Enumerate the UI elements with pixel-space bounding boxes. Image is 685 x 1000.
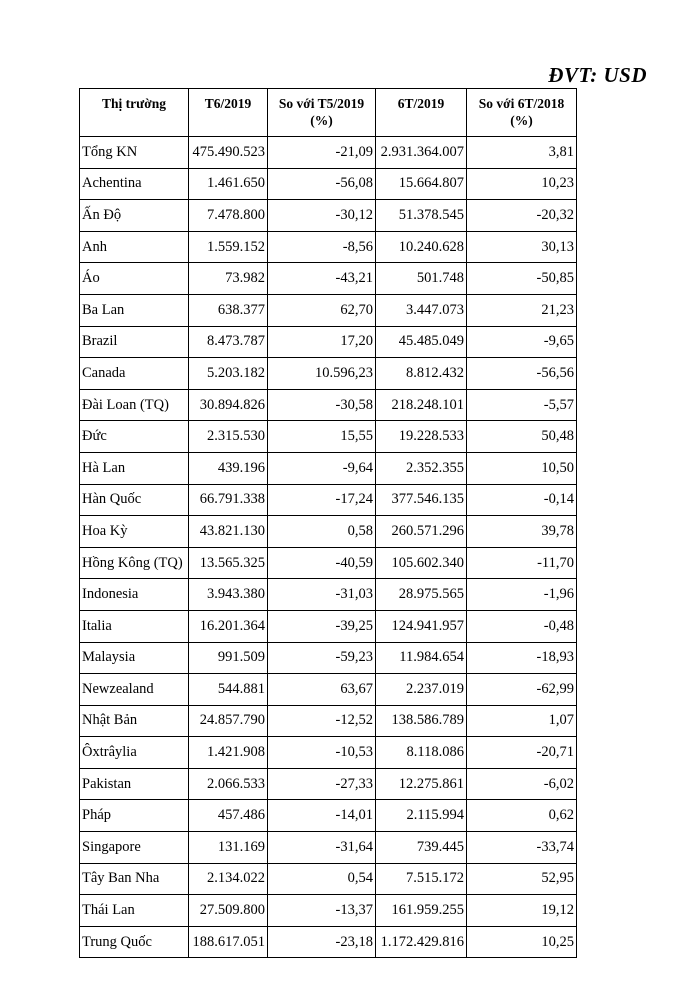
cell-month: 3.943.380 — [189, 579, 268, 611]
cell-six-months: 12.275.861 — [376, 768, 467, 800]
header-vs-prev-month: So với T5/2019 (%) — [268, 89, 376, 137]
table-header — [80, 89, 577, 137]
cell-vs-prev-month: -59,23 — [268, 642, 376, 674]
cell-month: 475.490.523 — [189, 137, 268, 169]
cell-vs-prev-month: -56,08 — [268, 168, 376, 200]
cell-month: 1.421.908 — [189, 737, 268, 769]
cell-six-months: 1.172.429.816 — [376, 926, 467, 958]
cell-vs-prev-year: -20,71 — [467, 737, 577, 769]
cell-month: 27.509.800 — [189, 895, 268, 927]
cell-market: Hồng Kông (TQ) — [80, 547, 189, 579]
cell-vs-prev-month: -43,21 — [268, 263, 376, 295]
table-row — [80, 926, 577, 958]
cell-vs-prev-month: -30,12 — [268, 200, 376, 232]
cell-six-months: 161.959.255 — [376, 895, 467, 927]
cell-market: Trung Quốc — [80, 926, 189, 958]
cell-market: Brazil — [80, 326, 189, 358]
cell-vs-prev-year: -18,93 — [467, 642, 577, 674]
cell-market: Malaysia — [80, 642, 189, 674]
table-row — [80, 674, 577, 706]
cell-market: Đức — [80, 421, 189, 453]
header-market: Thị trường — [80, 89, 189, 137]
cell-vs-prev-year: 1,07 — [467, 705, 577, 737]
cell-market: Pháp — [80, 800, 189, 832]
table-row — [80, 452, 577, 484]
cell-six-months: 739.445 — [376, 832, 467, 864]
cell-six-months: 15.664.807 — [376, 168, 467, 200]
cell-month: 30.894.826 — [189, 389, 268, 421]
cell-vs-prev-month: -14,01 — [268, 800, 376, 832]
cell-market: Tây Ban Nha — [80, 863, 189, 895]
table-row — [80, 358, 577, 390]
cell-six-months: 11.984.654 — [376, 642, 467, 674]
cell-vs-prev-month: 63,67 — [268, 674, 376, 706]
cell-vs-prev-year: -62,99 — [467, 674, 577, 706]
cell-market: Hàn Quốc — [80, 484, 189, 516]
cell-six-months: 105.602.340 — [376, 547, 467, 579]
cell-market: Đài Loan (TQ) — [80, 389, 189, 421]
cell-market: Achentina — [80, 168, 189, 200]
cell-six-months: 8.812.432 — [376, 358, 467, 390]
cell-vs-prev-year: 39,78 — [467, 516, 577, 548]
cell-vs-prev-year: -50,85 — [467, 263, 577, 295]
table-row — [80, 768, 577, 800]
cell-market: Newzealand — [80, 674, 189, 706]
cell-market: Nhật Bản — [80, 705, 189, 737]
cell-market: Singapore — [80, 832, 189, 864]
cell-vs-prev-year: 19,12 — [467, 895, 577, 927]
cell-month: 24.857.790 — [189, 705, 268, 737]
cell-vs-prev-month: 0,54 — [268, 863, 376, 895]
table-row — [80, 800, 577, 832]
cell-vs-prev-month: -13,37 — [268, 895, 376, 927]
table-row — [80, 547, 577, 579]
cell-six-months: 51.378.545 — [376, 200, 467, 232]
cell-vs-prev-month: 0,58 — [268, 516, 376, 548]
cell-market: Anh — [80, 231, 189, 263]
cell-month: 8.473.787 — [189, 326, 268, 358]
cell-month: 66.791.338 — [189, 484, 268, 516]
cell-market: Tổng KN — [80, 137, 189, 169]
cell-market: Thái Lan — [80, 895, 189, 927]
cell-month: 1.559.152 — [189, 231, 268, 263]
cell-six-months: 260.571.296 — [376, 516, 467, 548]
cell-month: 13.565.325 — [189, 547, 268, 579]
cell-six-months: 2.237.019 — [376, 674, 467, 706]
cell-market: Hà Lan — [80, 452, 189, 484]
table-row — [80, 231, 577, 263]
cell-vs-prev-year: 50,48 — [467, 421, 577, 453]
cell-vs-prev-month: 15,55 — [268, 421, 376, 453]
cell-vs-prev-year: 10,23 — [467, 168, 577, 200]
cell-six-months: 19.228.533 — [376, 421, 467, 453]
table-row — [80, 263, 577, 295]
cell-vs-prev-year: -11,70 — [467, 547, 577, 579]
cell-market: Hoa Kỳ — [80, 516, 189, 548]
cell-market: Indonesia — [80, 579, 189, 611]
table-row — [80, 832, 577, 864]
cell-vs-prev-month: -12,52 — [268, 705, 376, 737]
cell-vs-prev-year: 3,81 — [467, 137, 577, 169]
cell-vs-prev-year: 10,50 — [467, 452, 577, 484]
cell-six-months: 2.352.355 — [376, 452, 467, 484]
cell-vs-prev-year: -6,02 — [467, 768, 577, 800]
cell-vs-prev-month: -23,18 — [268, 926, 376, 958]
cell-six-months: 501.748 — [376, 263, 467, 295]
cell-vs-prev-year: 30,13 — [467, 231, 577, 263]
cell-vs-prev-year: 0,62 — [467, 800, 577, 832]
cell-vs-prev-year: 10,25 — [467, 926, 577, 958]
cell-vs-prev-year: -56,56 — [467, 358, 577, 390]
cell-six-months: 138.586.789 — [376, 705, 467, 737]
cell-month: 2.134.022 — [189, 863, 268, 895]
cell-six-months: 3.447.073 — [376, 294, 467, 326]
cell-vs-prev-year: -33,74 — [467, 832, 577, 864]
cell-vs-prev-month: -31,64 — [268, 832, 376, 864]
table-row — [80, 294, 577, 326]
cell-vs-prev-month: -17,24 — [268, 484, 376, 516]
cell-vs-prev-year: -0,48 — [467, 610, 577, 642]
cell-month: 544.881 — [189, 674, 268, 706]
cell-vs-prev-year: -0,14 — [467, 484, 577, 516]
cell-vs-prev-month: -9,64 — [268, 452, 376, 484]
cell-market: Ấn Độ — [80, 200, 189, 232]
cell-vs-prev-year: -9,65 — [467, 326, 577, 358]
cell-month: 991.509 — [189, 642, 268, 674]
cell-month: 638.377 — [189, 294, 268, 326]
header-vs-prev-year: So với 6T/2018 (%) — [467, 89, 577, 137]
cell-vs-prev-month: -10,53 — [268, 737, 376, 769]
table-row — [80, 484, 577, 516]
header-row — [80, 89, 577, 137]
table-row — [80, 737, 577, 769]
table-row — [80, 863, 577, 895]
cell-market: Pakistan — [80, 768, 189, 800]
cell-month: 5.203.182 — [189, 358, 268, 390]
cell-market: Ôxtrâylia — [80, 737, 189, 769]
cell-six-months: 7.515.172 — [376, 863, 467, 895]
cell-vs-prev-month: -27,33 — [268, 768, 376, 800]
cell-month: 2.315.530 — [189, 421, 268, 453]
cell-six-months: 124.941.957 — [376, 610, 467, 642]
cell-month: 188.617.051 — [189, 926, 268, 958]
market-table — [79, 88, 577, 958]
cell-vs-prev-month: -39,25 — [268, 610, 376, 642]
cell-vs-prev-month: -31,03 — [268, 579, 376, 611]
header-month: T6/2019 — [189, 89, 268, 137]
cell-vs-prev-month: 62,70 — [268, 294, 376, 326]
cell-month: 73.982 — [189, 263, 268, 295]
cell-six-months: 2.115.994 — [376, 800, 467, 832]
table-row — [80, 516, 577, 548]
table-row — [80, 895, 577, 927]
table-body — [80, 137, 577, 958]
cell-six-months: 10.240.628 — [376, 231, 467, 263]
cell-month: 131.169 — [189, 832, 268, 864]
cell-six-months: 377.546.135 — [376, 484, 467, 516]
table-row — [80, 137, 577, 169]
cell-month: 7.478.800 — [189, 200, 268, 232]
cell-month: 16.201.364 — [189, 610, 268, 642]
cell-vs-prev-year: -1,96 — [467, 579, 577, 611]
cell-vs-prev-year: -20,32 — [467, 200, 577, 232]
cell-vs-prev-year: 21,23 — [467, 294, 577, 326]
cell-month: 439.196 — [189, 452, 268, 484]
unit-label: ĐVT: USD — [548, 63, 647, 87]
cell-month: 43.821.130 — [189, 516, 268, 548]
table-row — [80, 705, 577, 737]
cell-vs-prev-year: -5,57 — [467, 389, 577, 421]
cell-six-months: 8.118.086 — [376, 737, 467, 769]
table-row — [80, 168, 577, 200]
cell-vs-prev-month: 17,20 — [268, 326, 376, 358]
table-row — [80, 326, 577, 358]
cell-six-months: 218.248.101 — [376, 389, 467, 421]
cell-month: 1.461.650 — [189, 168, 268, 200]
cell-six-months: 28.975.565 — [376, 579, 467, 611]
table-row — [80, 579, 577, 611]
cell-vs-prev-month: -21,09 — [268, 137, 376, 169]
cell-market: Áo — [80, 263, 189, 295]
table-row — [80, 200, 577, 232]
cell-vs-prev-year: 52,95 — [467, 863, 577, 895]
cell-six-months: 2.931.364.007 — [376, 137, 467, 169]
cell-market: Ba Lan — [80, 294, 189, 326]
table-row — [80, 389, 577, 421]
cell-month: 2.066.533 — [189, 768, 268, 800]
header-six-months: 6T/2019 — [376, 89, 467, 137]
cell-six-months: 45.485.049 — [376, 326, 467, 358]
table-row — [80, 642, 577, 674]
cell-vs-prev-month: -8,56 — [268, 231, 376, 263]
cell-vs-prev-month: -30,58 — [268, 389, 376, 421]
cell-vs-prev-month: -40,59 — [268, 547, 376, 579]
cell-market: Italia — [80, 610, 189, 642]
table-row — [80, 421, 577, 453]
cell-vs-prev-month: 10.596,23 — [268, 358, 376, 390]
cell-market: Canada — [80, 358, 189, 390]
cell-month: 457.486 — [189, 800, 268, 832]
table-row — [80, 610, 577, 642]
